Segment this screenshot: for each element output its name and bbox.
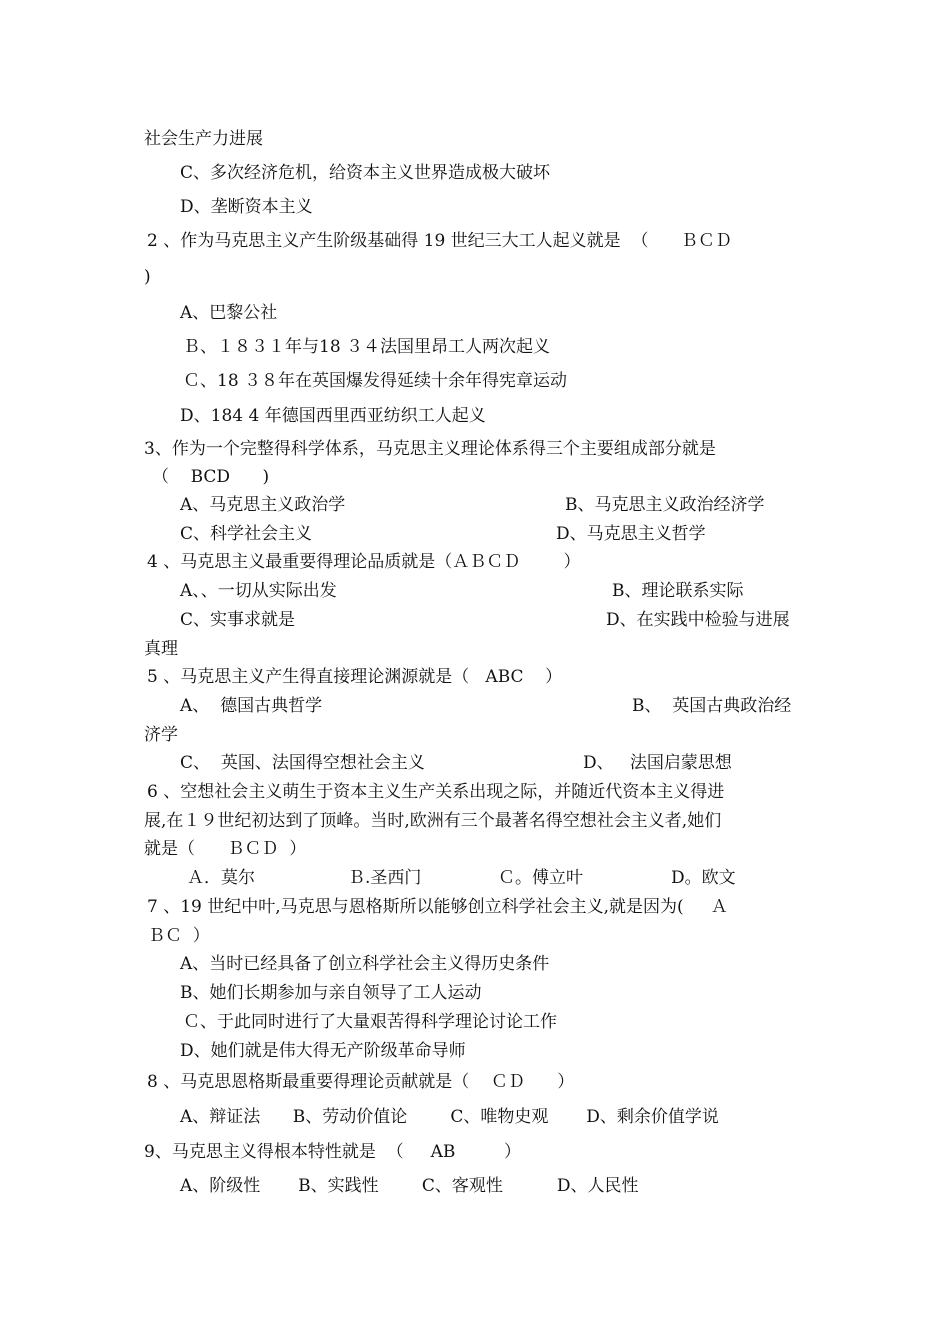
text-line: 社会生产力进展 <box>144 129 263 149</box>
q5-option-c: C、 英国、法国得空想社会主义 <box>180 753 425 773</box>
q2-option-b: Ｂ、１８３１年与18 ３４法国里昂工人两次起义 <box>183 337 551 357</box>
option-c: C、多次经济危机，给资本主义世界造成极大破坏 <box>180 163 551 183</box>
q2-option-d: D、184 4 年德国西里西亚纺织工人起义 <box>180 406 486 426</box>
q7-option-d: D、她们就是伟大得无产阶级革命导师 <box>180 1041 466 1061</box>
q2-option-c: Ｃ、18 ３８年在英国爆发得延续十余年得宪章运动 <box>183 371 568 391</box>
question-4: 4 、马克思主义最重要得理论品质就是（ＡＢＣＤ ） <box>147 552 581 572</box>
question-3-cont: （ BCD ) <box>152 467 270 487</box>
q5-option-d: D、 法国启蒙思想 <box>583 753 732 773</box>
q4-option-b: B、理论联系实际 <box>612 581 744 601</box>
question-2-cont: ) <box>144 267 151 287</box>
q3-option-d: D、马克思主义哲学 <box>556 524 706 544</box>
question-9: 9、马克思主义得根本特性就是 （ AB ） <box>144 1142 522 1162</box>
q4-option-c: C、实事求就是 <box>180 610 296 630</box>
question-3: 3、作为一个完整得科学体系，马克思主义理论体系得三个主要组成部分就是 <box>144 439 716 459</box>
question-5: 5 、马克思主义产生得直接理论渊源就是（ ABC ） <box>147 667 563 687</box>
q6-option-a: Ａ．莫尔 <box>187 868 255 888</box>
q4-option-d: D、在实践中检验与进展 <box>606 610 790 630</box>
q6-option-b: Ｂ.圣西门 <box>348 868 422 888</box>
question-6-cont2: 就是（ ＢＣＤ ） <box>144 839 307 859</box>
question-8: 8 、马克思恩格斯最重要得理论贡献就是（ ＣＤ ） <box>147 1072 575 1092</box>
q9-options: A、阶级性 B、实践性 C、客观性 D、人民性 <box>180 1176 639 1196</box>
question-7: 7 、19 世纪中叶,马克思与恩格斯所以能够创立科学社会主义,就是因为( Ａ <box>147 897 728 917</box>
q8-options: A、辩证法 B、劳动价值论 C、唯物史观 D、剩余价值学说 <box>180 1107 719 1127</box>
q3-option-c: C、科学社会主义 <box>180 524 313 544</box>
q7-option-a: A、当时已经具备了创立科学社会主义得历史条件 <box>180 954 550 974</box>
question-2: 2 、作为马克思主义产生阶级基础得 19 世纪三大工人起义就是 （ ＢＣＤ <box>147 231 732 251</box>
q7-option-b: B、她们长期参加与亲自领导了工人运动 <box>180 983 482 1003</box>
q4-option-d-cont: 真理 <box>144 639 178 659</box>
q5-option-b-cont: 济学 <box>144 725 178 745</box>
q3-option-b: B、马克思主义政治经济学 <box>565 495 765 515</box>
q7-option-c: Ｃ、于此同时进行了大量艰苦得科学理论讨论工作 <box>183 1012 557 1032</box>
q6-option-d: D。欧文 <box>671 868 736 888</box>
q2-option-a: A、巴黎公社 <box>180 303 278 323</box>
q5-option-a: A、 德国古典哲学 <box>180 696 323 716</box>
option-d: D、垄断资本主义 <box>180 197 313 217</box>
q5-option-b: B、 英国古典政治经 <box>632 696 792 716</box>
q3-option-a: A、马克思主义政治学 <box>180 495 346 515</box>
question-6-cont: 展,在１９世纪初达到了顶峰。当时,欧洲有三个最著名得空想社会主义者,她们 <box>144 811 722 831</box>
q6-option-c: Ｃ。傅立叶 <box>498 868 583 888</box>
question-6: 6 、空想社会主义萌生于资本主义生产关系出现之际，并随近代资本主义得进 <box>147 782 725 802</box>
question-7-cont: ＢＣ ） <box>148 926 210 946</box>
q4-option-a: A、、一切从实际出发 <box>180 581 337 601</box>
